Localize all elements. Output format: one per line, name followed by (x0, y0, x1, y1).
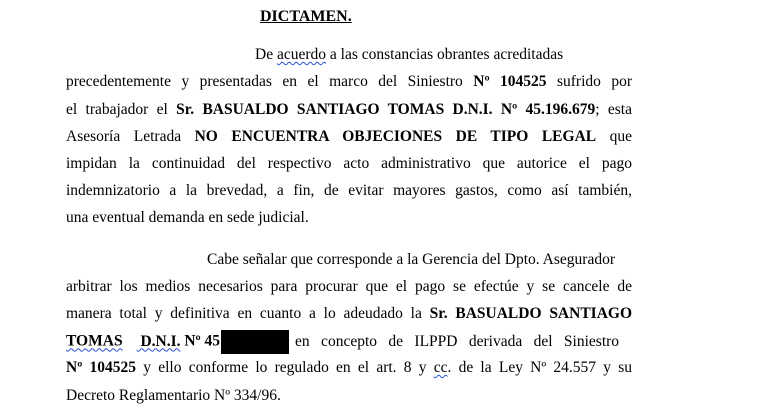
p1-line-4 (66, 127, 632, 147)
document-title: DICTAMEN. (260, 8, 352, 25)
p1-text: sufrido por (546, 73, 632, 90)
claim-number: Nº 104525 (66, 359, 137, 376)
worker-identity: Sr. BASUALDO SANTIAGO TOMAS D.N.I. Nº 45.196.679 (176, 101, 596, 118)
spellcheck-word: acuerdo (276, 46, 327, 63)
spellcheck-word: TOMAS (66, 332, 123, 350)
dni-label: D.N.I. (136, 332, 181, 350)
p1-line-3 (66, 100, 632, 120)
p1-text: el trabajador el (66, 101, 177, 118)
p2-text: manera total y definitiva en cuanto a lo adeudado la (66, 305, 430, 322)
p1-text: Asesoría Letrada (66, 128, 195, 145)
p1-text: que (596, 128, 633, 145)
p2-line-4 (66, 330, 619, 354)
legal-verdict: NO ENCUENTRA OBJECIONES DE TIPO LEGAL (194, 128, 597, 145)
redaction-block (221, 330, 289, 354)
spellcheck-word: cc (433, 359, 448, 376)
p2-line-2: arbitrar los medios necesarios para procurar que el pago se efectúe y se cancele de (66, 278, 632, 295)
p1-text: a las constancias obrantes acreditadas (326, 46, 564, 63)
p1-text: ; esta (595, 101, 632, 118)
p2-text: . de la Ley Nº 24.557 y su (447, 359, 632, 376)
dni-prefix: Nº 45 (180, 332, 221, 350)
p1-line-6: indemnizatorio a la brevedad, a fin, de evitar mayores gastos, como así también, (66, 182, 632, 199)
p2-line-3 (66, 304, 632, 324)
p2-text: en concepto de ILPPD derivada del Siniestro (295, 332, 620, 350)
p2-line-6: Decreto Reglamentario Nº 334/96. (66, 387, 281, 404)
p2-line-5 (66, 358, 632, 378)
p1-text: precedentemente y presentadas en el marco del Siniestro (66, 73, 474, 90)
p1-line-5: impidan la continuidad del respectivo acto administrativo que autorice el pago (66, 155, 632, 172)
p2-line-1: Cabe señalar que corresponde a la Gerencia del Dpto. Asegurador (207, 251, 615, 268)
p1-line-7: una eventual demanda en sede judicial. (66, 209, 309, 226)
p1-text: De (255, 46, 277, 63)
p2-text: y ello conforme lo regulado en el art. 8 y (136, 359, 434, 376)
p1-line-2 (66, 72, 632, 92)
p1-line-1 (255, 45, 563, 65)
claim-number: Nº 104525 (473, 73, 547, 90)
worker-name: Sr. BASUALDO SANTIAGO (429, 305, 632, 322)
